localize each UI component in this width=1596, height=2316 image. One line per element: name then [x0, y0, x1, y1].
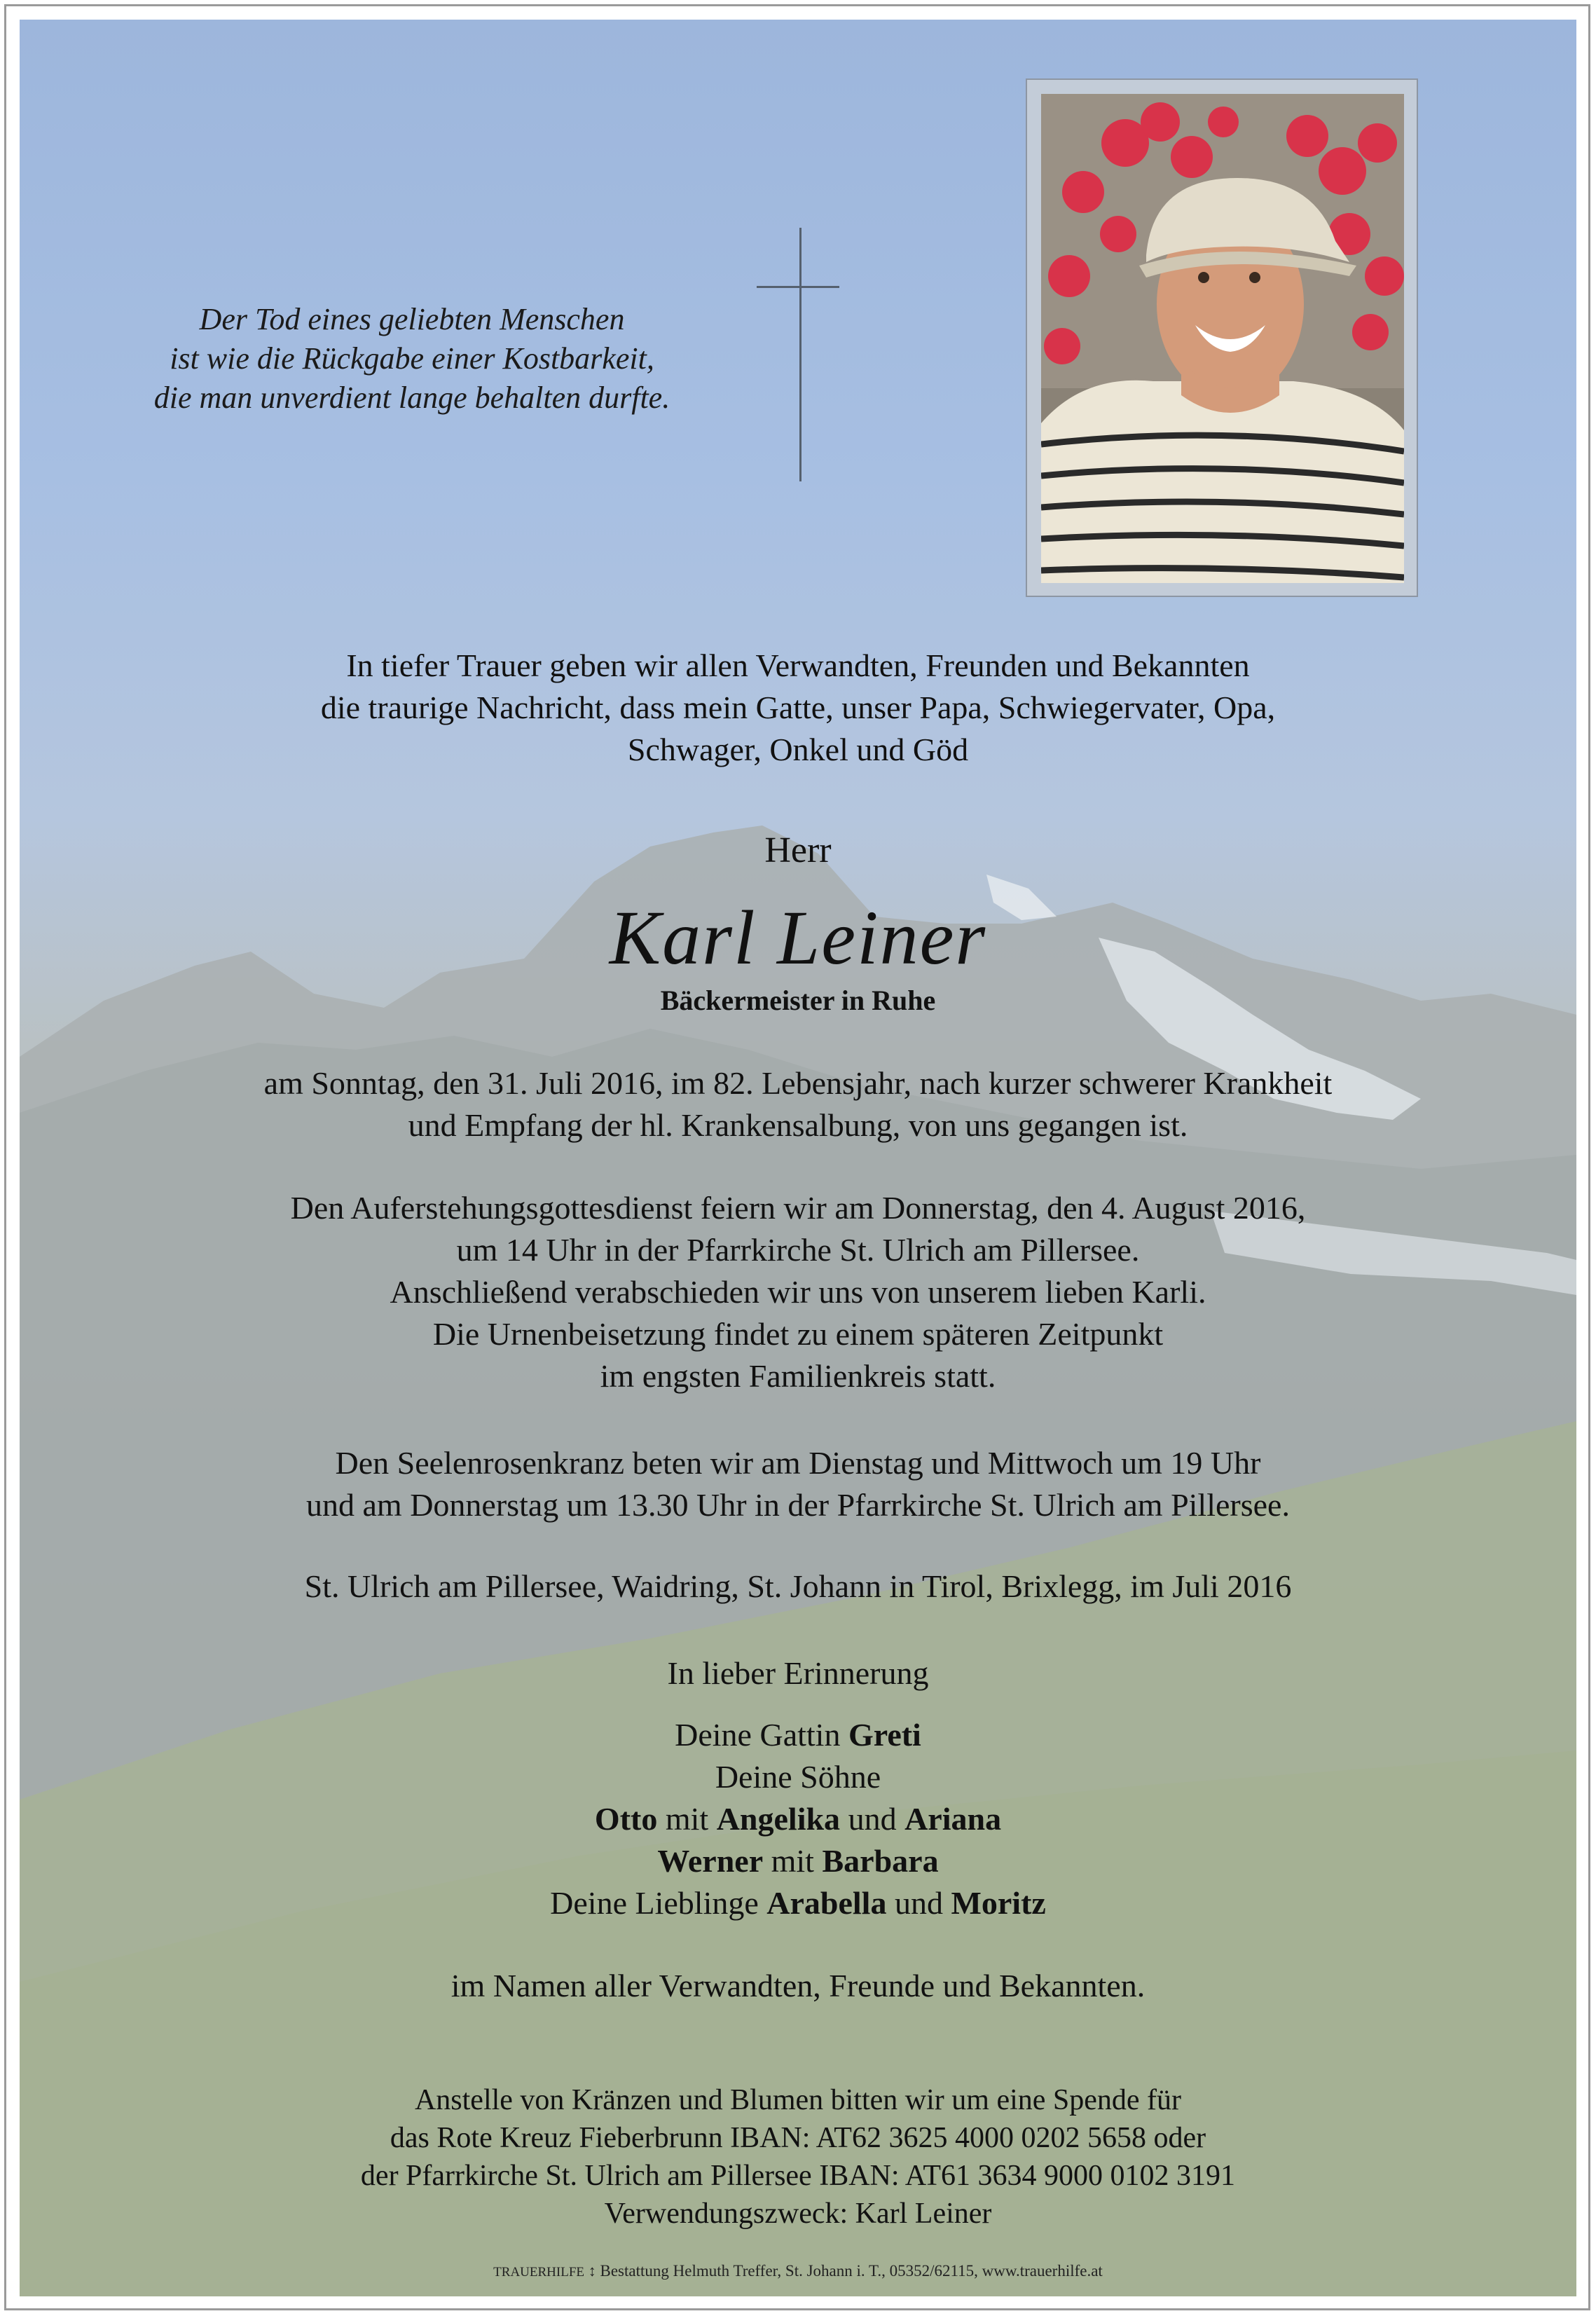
fav2-name: Moritz: [951, 1885, 1046, 1921]
son1-child: Ariana: [904, 1801, 1002, 1837]
service-line: Anschließend verabschieden wir uns von unserem lieben Karli.: [390, 1274, 1206, 1310]
deceased-name: Karl Leiner: [609, 895, 987, 980]
service-line: im engsten Familienkreis statt.: [600, 1358, 996, 1394]
service-line: Die Urnenbeisetzung findet zu einem späteren Zeitpunkt: [432, 1316, 1164, 1352]
service-line: Den Auferstehungsgottesdienst feiern wir am Donnerstag, den 4. August 2016,: [290, 1190, 1306, 1226]
rosary-line: und am Donnerstag um 13.30 Uhr in der Pfarrkirche St. Ulrich am Pillersee.: [306, 1487, 1290, 1523]
son2-partner: Barbara: [822, 1843, 939, 1879]
cross-icon-bar: [757, 286, 839, 288]
cross-icon: [799, 228, 802, 481]
obituary-card: [20, 20, 1576, 2296]
son1-name: Otto: [594, 1801, 658, 1837]
fav1-name: Arabella: [766, 1885, 887, 1921]
closing-line: im Namen aller Verwandten, Freunde und Bekannten.: [450, 1968, 1146, 2003]
footer-brand: TRAUERHILFE: [493, 2265, 584, 2280]
rosary-notice: [20, 1442, 1576, 1526]
quote-line: ist wie die Rückgabe einer Kostbarkeit,: [170, 341, 654, 376]
family-sons-label: Deine Söhne: [715, 1759, 881, 1795]
rosary-line: Den Seelenrosenkranz beten wir am Dienstag und Mittwoch um 19 Uhr: [335, 1445, 1261, 1481]
intro-text: [20, 645, 1576, 771]
donation-request: [20, 2081, 1576, 2233]
and-text: und: [848, 1801, 897, 1837]
places-date: St. Ulrich am Pillersee, Waidring, St. Johann in Tirol, Brixlegg, im Juli 2016: [304, 1568, 1292, 1604]
family-son1: [20, 1798, 1576, 1840]
son1-partner: Angelika: [716, 1801, 841, 1837]
death-line: und Empfang der hl. Krankensalbung, von uns gegangen ist.: [408, 1107, 1188, 1143]
intro-line: die traurige Nachricht, dass mein Gatte, unser Papa, Schwiegervater, Opa,: [320, 690, 1276, 725]
wife-name: Greti: [848, 1717, 921, 1753]
death-line: am Sonntag, den 31. Juli 2016, im 82. Lebensjahr, nach kurzer schwerer Krankheit: [263, 1065, 1333, 1101]
quote: [62, 300, 762, 418]
family-son2: [20, 1840, 1576, 1882]
footer-text: Bestattung Helmuth Treffer, St. Johann i. T., 05352/62115, www.trauerhilfe.at: [600, 2262, 1103, 2280]
donation-line: das Rote Kreuz Fieberbrunn IBAN: AT62 3625 4000 0202 5658 oder: [390, 2122, 1206, 2154]
intro-line: In tiefer Trauer geben wir allen Verwandten, Freunden und Bekannten: [346, 647, 1250, 683]
family-favorites: [20, 1882, 1576, 1924]
profession: Bäckermeister in Ruhe: [660, 985, 936, 1016]
wife-prefix: Deine Gattin: [675, 1717, 841, 1753]
family-list: [20, 1714, 1576, 1924]
donation-line: der Pfarrkirche St. Ulrich am Pillersee IBAN: AT61 3634 9000 0102 3191: [360, 2160, 1236, 2192]
footer: [20, 2262, 1576, 2280]
family-wife: [20, 1714, 1576, 1756]
logo-icon: ↕: [588, 2262, 596, 2280]
quote-line: Der Tod eines geliebten Menschen: [199, 302, 625, 336]
with-text: mit: [665, 1801, 709, 1837]
donation-line: Anstelle von Kränzen und Blumen bitten wir um eine Spende für: [414, 2084, 1182, 2116]
memory-heading: In lieber Erinnerung: [667, 1655, 929, 1691]
donation-line: Verwendungszweck: Karl Leiner: [604, 2198, 992, 2230]
death-notice: [20, 1062, 1576, 1146]
salutation: Herr: [764, 830, 832, 870]
intro-line: Schwager, Onkel und Göd: [627, 732, 969, 767]
service-notice: [20, 1187, 1576, 1397]
son2-name: Werner: [657, 1843, 764, 1879]
portrait-frame: [1026, 78, 1418, 597]
quote-line: die man unverdient lange behalten durfte.: [153, 381, 670, 415]
and-text: und: [894, 1885, 943, 1921]
portrait-photo: [1041, 94, 1404, 583]
favorites-prefix: Deine Lieblinge: [550, 1885, 759, 1921]
service-line: um 14 Uhr in der Pfarrkirche St. Ulrich am Pillersee.: [456, 1232, 1140, 1268]
with-text: mit: [771, 1843, 814, 1879]
